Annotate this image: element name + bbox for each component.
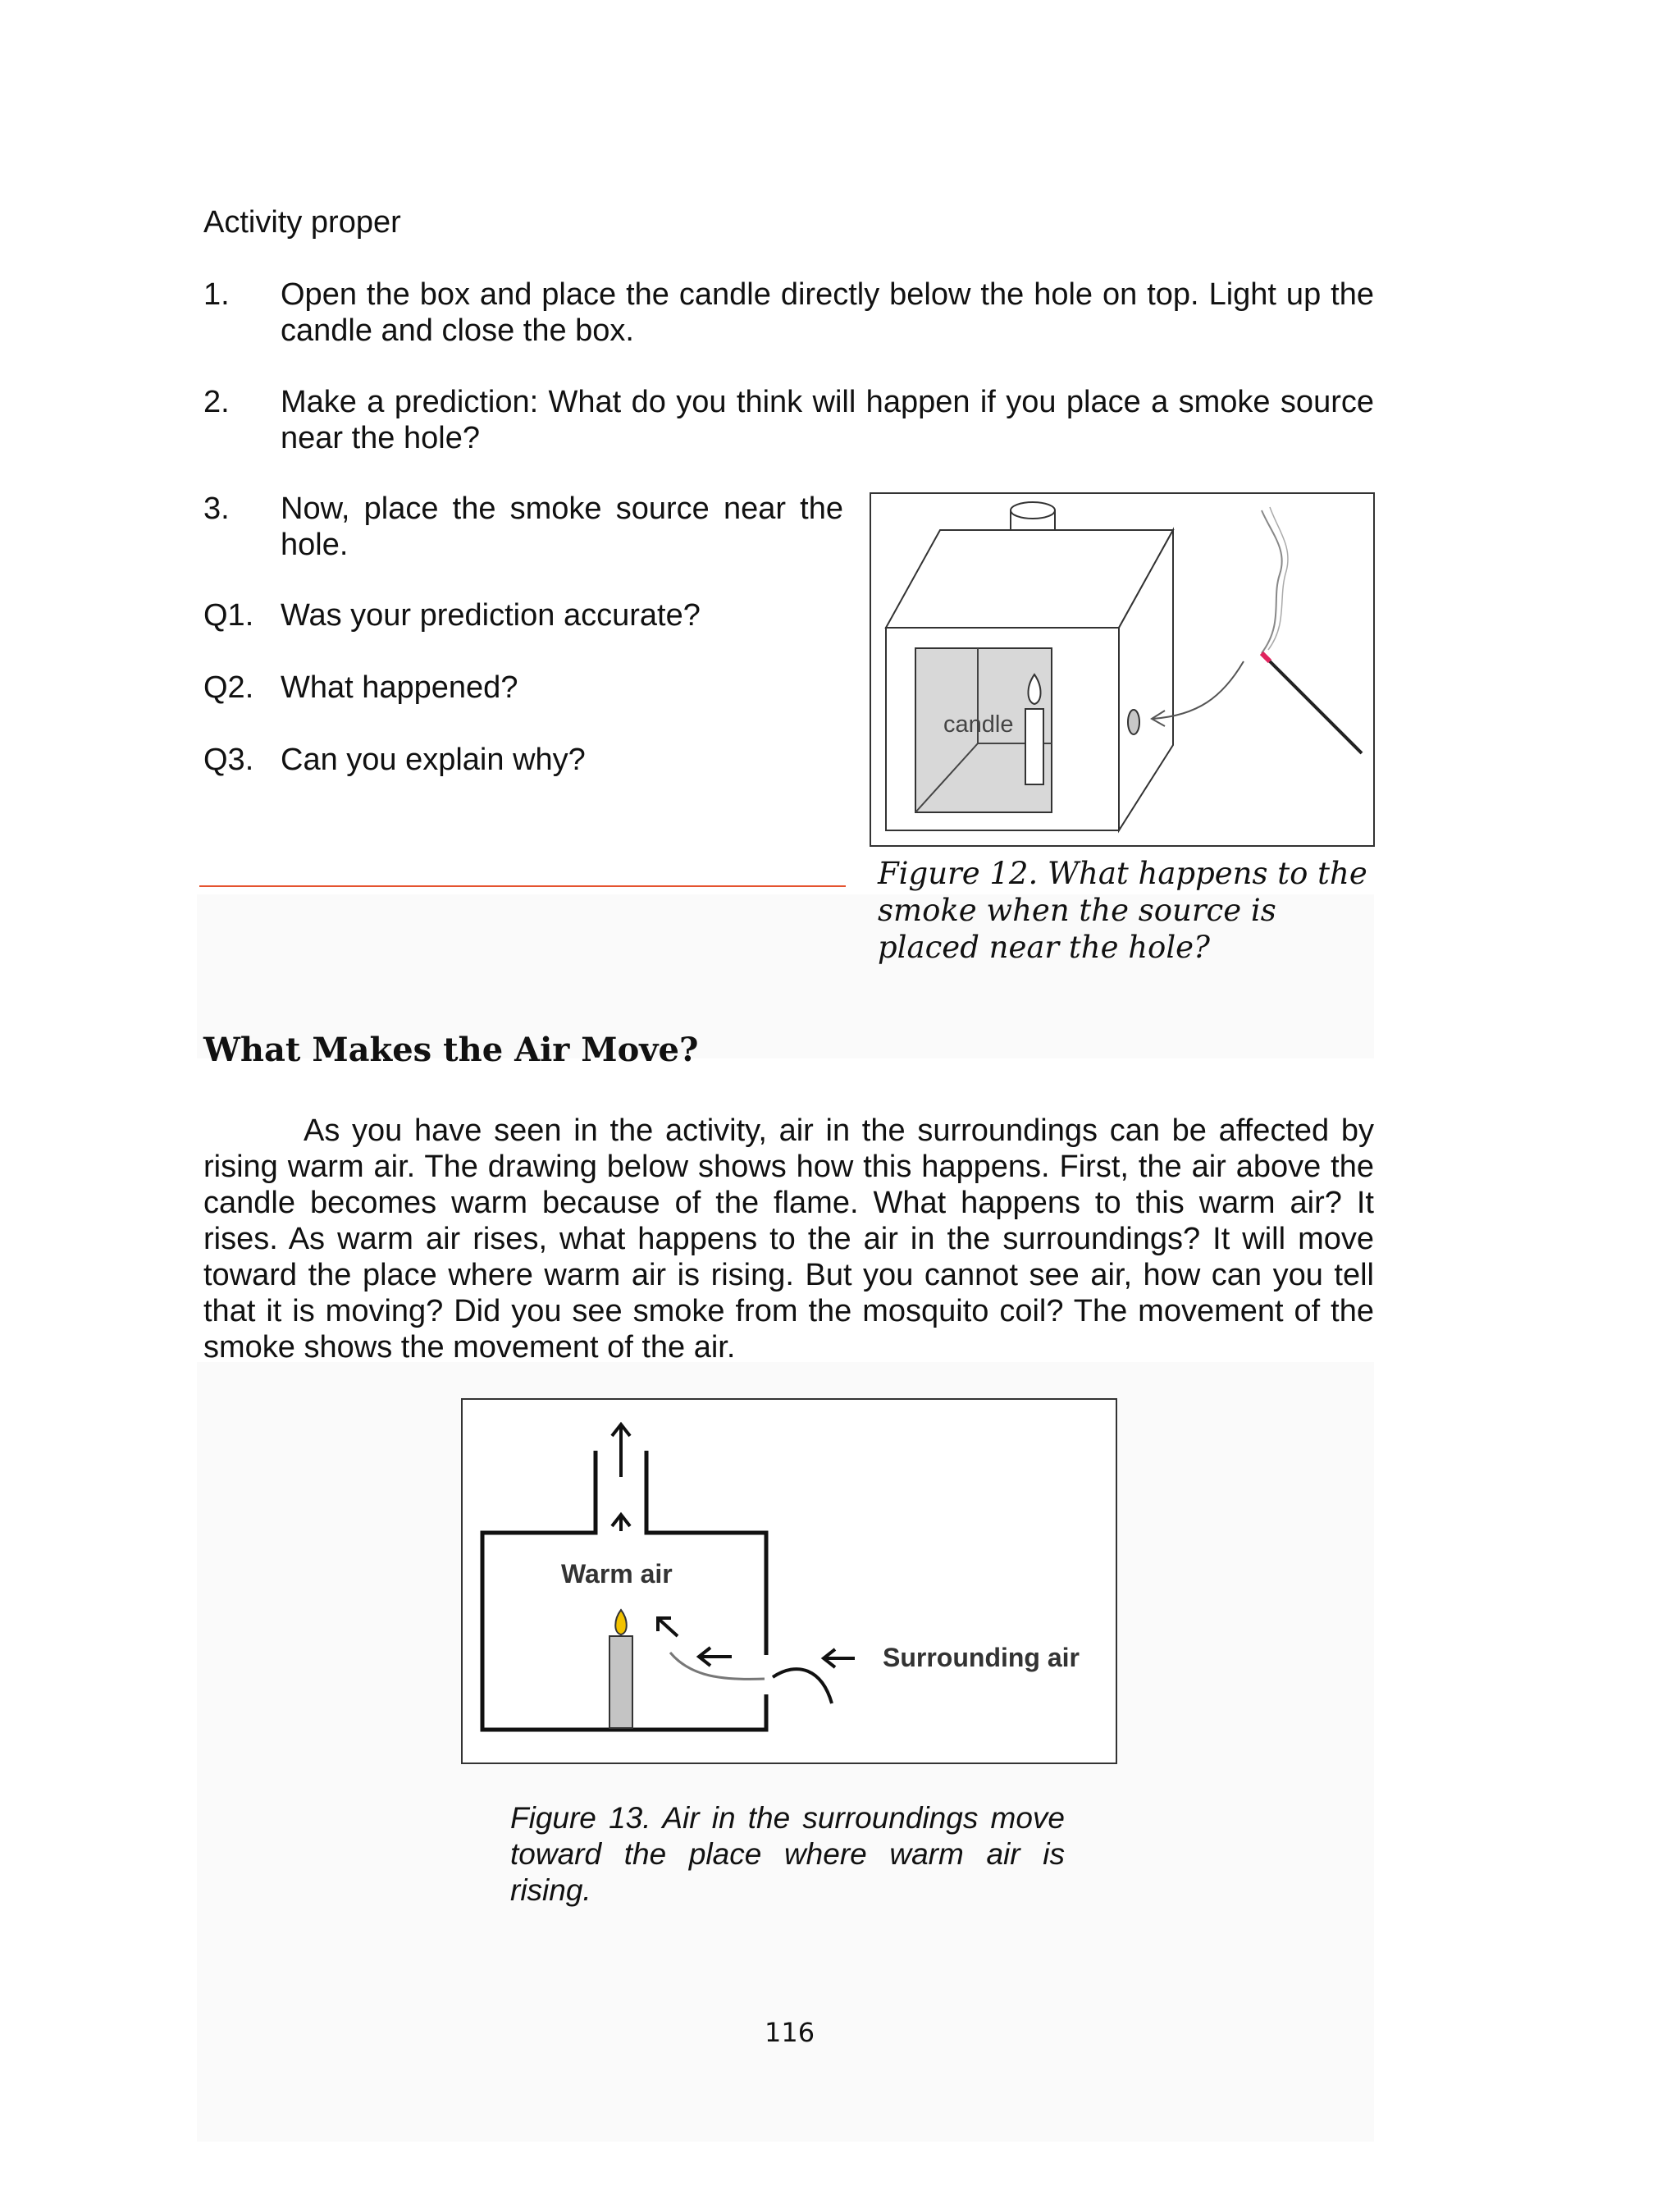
candle (1025, 709, 1043, 784)
candle (609, 1636, 632, 1728)
step-2-text: Make a prediction: What do you think will happen if you place a smoke source near the hole? (281, 385, 1374, 455)
figure-13-caption: Figure 13. Air in the surroundings move toward the place where warm air is rising. (510, 1801, 1065, 1907)
figure-12-diagram (870, 492, 1375, 847)
question-2-text: What happened? (281, 670, 518, 705)
question-1-text: Was your prediction accurate? (281, 598, 701, 633)
figure-12-caption: Figure 12. What happens to the smoke when the source is placed near the hole? (878, 856, 1367, 965)
figure-13-frame (462, 1399, 1116, 1763)
step-2-number: 2. (203, 385, 230, 419)
question-3-text: Can you explain why? (281, 743, 586, 777)
section-title: Activity proper (203, 205, 401, 240)
warm-air-label: Warm air (561, 1559, 673, 1589)
divider-line (199, 885, 846, 887)
step-3-text: Now, place the smoke source near the hole. (281, 491, 843, 562)
side-hole (1128, 710, 1139, 734)
chimney-top (1011, 502, 1055, 519)
question-1-number: Q1. (203, 598, 254, 633)
question-2-number: Q2. (203, 670, 254, 705)
step-1-text: Open the box and place the candle directly below the hole on top. Light up the candle and close the box. (281, 277, 1374, 348)
step-1-number: 1. (203, 277, 230, 312)
candle-label: candle (943, 711, 1014, 738)
step-3-number: 3. (203, 491, 230, 526)
section-heading: What Makes the Air Move? (203, 1031, 699, 1069)
question-3-number: Q3. (203, 743, 254, 777)
body-paragraph: As you have seen in the activity, air in the surroundings can be affected by rising warm air. The drawing below shows how this happens. First, the air above the candle becomes warm because of the flame. What happens to this warm air? It rises. As warm air rises, what happens to the air in the surroundings? It will move toward the place where warm air is rising. But you cannot see air, how can you tell that it is moving? Did you see smoke from the mosquito coil? The movement of the smoke shows the movement of the air. (203, 1113, 1374, 1365)
figure-13-diagram (461, 1398, 1117, 1764)
surrounding-air-label: Surrounding air (883, 1643, 1080, 1672)
page-number: 116 (765, 2017, 815, 2048)
